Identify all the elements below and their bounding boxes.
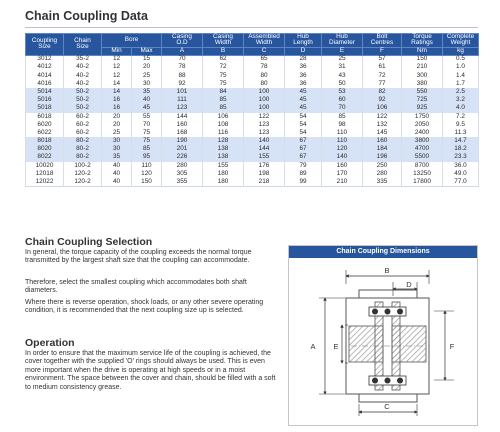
selection-paragraph-3: Where there is reverse operation, shock loads, or any other severe operating condition, it is recommended that the next coupling size up is selected. [25,299,264,315]
table-cell: 100 [244,104,285,112]
table-cell: 89 [285,170,322,178]
table-cell: 67 [285,137,322,145]
table-row [26,145,479,153]
table-cell: 30 [102,145,132,153]
label-e: E [333,342,339,351]
table-cell: 160 [322,162,363,170]
table-cell: 218 [244,178,285,186]
table-cell: 108 [203,121,244,129]
table-cell: 550 [402,88,443,96]
header-bore: Bore [102,34,162,48]
header-hub-length: Hub Length [285,34,322,48]
dimension-a-line [310,298,345,394]
table-cell: 180 [203,178,244,186]
table-cell: 45 [285,96,322,104]
table-cell: 8022 [26,154,64,162]
table-cell: 110 [322,129,363,137]
table-cell: 2400 [402,129,443,137]
table-cell: 25 [132,72,162,80]
table-cell: 60-2 [64,113,102,121]
table-cell: 138 [203,154,244,162]
table-cell: 55 [132,113,162,121]
table-cell: 120-2 [64,170,102,178]
table-cell: 85 [322,113,363,121]
dimensions-diagram-title: Chain Coupling Dimensions [289,246,477,258]
header-complete-weight: Complete Weight [443,34,479,48]
table-cell: 140 [322,154,363,162]
table-cell: 168 [162,129,203,137]
table-body [26,55,479,186]
coupling-data-table [25,33,479,187]
table-row [26,64,479,72]
table-cell: 4016 [26,80,64,88]
header-hub-diameter: Hub Diameter [322,34,363,48]
table-cell: 40-2 [64,64,102,72]
table-cell: 28 [285,55,322,63]
table-row [26,121,479,129]
label-c: C [384,402,390,411]
table-cell: 198 [244,170,285,178]
table-cell: 120 [322,145,363,153]
table-cell: 18.2 [443,145,479,153]
header-hub-diameter-unit: E [322,47,363,55]
table-cell: 300 [402,72,443,80]
table-cell: 170 [322,170,363,178]
chain-bottom [369,376,406,385]
table-cell: 1.7 [443,80,479,88]
table-cell: 20 [132,64,162,72]
table-row [26,96,479,104]
table-cell: 6022 [26,129,64,137]
table-cell: 80-2 [64,154,102,162]
table-cell: 12 [102,72,132,80]
table-cell: 67 [285,154,322,162]
title-divider [25,27,478,28]
table-cell: 2050 [402,121,443,129]
label-d: D [406,280,412,289]
table-cell: 75 [203,72,244,80]
chain-top [369,307,406,316]
table-row [26,104,479,112]
table-cell: 17800 [402,178,443,186]
table-cell: 57 [363,55,402,63]
table-cell: 30 [102,137,132,145]
table-cell: 35-2 [64,55,102,63]
table-cell: 79 [285,162,322,170]
table-cell: 123 [162,104,203,112]
selection-heading: Chain Coupling Selection [25,236,153,248]
table-cell: 1.4 [443,72,479,80]
table-cell: 4012 [26,64,64,72]
table-cell: 160 [162,121,203,129]
table-cell: 120-2 [64,178,102,186]
table-cell: 61 [363,64,402,72]
table-cell: 60-2 [64,121,102,129]
table-cell: 54 [285,129,322,137]
operation-paragraph: In order to ensure that the maximum service life of the coupling is achieved, the cover together with the supplied 'O' rings should always be used. This is even more important when the drive is operating at high speeds or in a moist environment. The space between the cover and chain, should be filled with a soft to medium consistency grease. [25,350,276,391]
table-cell: 75 [132,137,162,145]
table-cell: 120 [132,170,162,178]
table-cell: 100-2 [64,162,102,170]
table-cell: 50-2 [64,96,102,104]
table-cell: 6018 [26,113,64,121]
table-cell: 14 [102,88,132,96]
table-cell: 20 [102,113,132,121]
table-cell: 355 [162,178,203,186]
header-chain-size: Chain Size [64,34,102,56]
table-cell: 8018 [26,137,64,145]
header-bolt-centres-unit: F [363,47,402,55]
table-cell: 123 [244,121,285,129]
table-row [26,178,479,186]
header-coupling-size: Coupling Size [26,34,64,56]
table-cell: 138 [203,145,244,153]
table-cell: 101 [162,88,203,96]
table-cell: 110 [132,162,162,170]
header-assembled-width: Assembled Width [244,34,285,48]
table-cell: 116 [203,129,244,137]
table-cell: 1.0 [443,64,479,72]
label-f: F [449,342,455,351]
table-cell: 210 [322,178,363,186]
table-cell: 925 [402,104,443,112]
table-cell: 210 [402,64,443,72]
table-cell: 110 [322,137,363,145]
table-cell: 155 [244,154,285,162]
table-cell: 65 [244,55,285,63]
table-cell: 5014 [26,88,64,96]
table-cell: 16 [102,104,132,112]
table-cell: 8700 [402,162,443,170]
table-cell: 75 [132,129,162,137]
table-row [26,55,479,63]
table-cell: 62 [203,55,244,63]
table-cell: 30 [132,80,162,88]
label-a: A [310,342,316,351]
header-casing-width-unit: B [203,47,244,55]
table-row [26,162,479,170]
table-cell: 78 [162,64,203,72]
table-cell: 14.7 [443,137,479,145]
table-cell: 49.0 [443,170,479,178]
table-cell: 36 [285,80,322,88]
table-cell: 3800 [402,137,443,145]
page-title: Chain Coupling Data [25,9,148,23]
table-cell: 85 [203,96,244,104]
table-cell: 25 [322,55,363,63]
table-cell: 50 [322,80,363,88]
table-cell: 72 [203,64,244,72]
table-cell: 98 [322,121,363,129]
table-cell: 40 [102,162,132,170]
table-cell: 16 [102,96,132,104]
table-cell: 196 [363,154,402,162]
table-cell: 380 [402,80,443,88]
table-cell: 5016 [26,96,64,104]
table-cell: 12 [102,55,132,63]
table-cell: 3.2 [443,96,479,104]
header-weight-unit: kg [443,47,479,55]
table-cell: 12022 [26,178,64,186]
table-cell: 5018 [26,104,64,112]
table-cell: 180 [203,170,244,178]
table-cell: 100 [244,96,285,104]
table-cell: 226 [162,154,203,162]
dimension-c-line [359,402,417,416]
table-cell: 50-2 [64,104,102,112]
table-cell: 84 [203,88,244,96]
dimension-f-line [434,311,455,380]
table-cell: 40 [102,178,132,186]
table-cell: 35 [102,154,132,162]
table-cell: 70 [322,104,363,112]
selection-paragraph-2: Therefore, select the smallest coupling which accommodates both shaft diameters. [25,279,247,295]
table-cell: 12 [102,64,132,72]
table-cell: 106 [203,113,244,121]
table-cell: 80-2 [64,145,102,153]
table-cell: 77 [363,80,402,88]
selection-paragraph-1: In general, the torque capacity of the coupling exceeds the normal torque transmitted by the largest shaft size that the coupling can accommodate. [25,249,252,265]
table-cell: 14 [102,80,132,88]
table-cell: 78 [244,64,285,72]
header-casing-od-unit: A [162,47,203,55]
table-cell: 9.5 [443,121,479,129]
table-cell: 20 [102,121,132,129]
table-cell: 140 [244,137,285,145]
header-bore-max: Max [132,47,162,55]
header-bore-min: Min [102,47,132,55]
table-row [26,80,479,88]
operation-heading: Operation [25,337,75,349]
table-row [26,129,479,137]
table-cell: 3012 [26,55,64,63]
table-cell: 106 [363,104,402,112]
table-cell: 36 [285,64,322,72]
table-cell: 13250 [402,170,443,178]
table-cell: 4.0 [443,104,479,112]
table-cell: 99 [285,178,322,186]
table-cell: 10020 [26,162,64,170]
table-cell: 176 [244,162,285,170]
table-cell: 111 [162,96,203,104]
table-cell: 15 [132,55,162,63]
table-cell: 184 [363,145,402,153]
table-cell: 335 [363,178,402,186]
table-cell: 25 [102,129,132,137]
table-cell: 43 [322,72,363,80]
table-cell: 6020 [26,121,64,129]
table-cell: 4700 [402,145,443,153]
table-cell: 85 [203,104,244,112]
table-cell: 70 [162,55,203,63]
table-cell: 122 [244,113,285,121]
table-cell: 77.0 [443,178,479,186]
table-cell: 40-2 [64,80,102,88]
table-cell: 280 [162,162,203,170]
table-cell: 95 [132,154,162,162]
table-cell: 123 [244,129,285,137]
table-row [26,137,479,145]
table-cell: 75 [203,80,244,88]
header-bolt-centres: Bolt Centres [363,34,402,48]
table-cell: 280 [363,170,402,178]
table-cell: 53 [322,88,363,96]
table-cell: 36.0 [443,162,479,170]
table-cell: 144 [244,145,285,153]
table-cell: 0.5 [443,55,479,63]
table-cell: 88 [162,72,203,80]
table-cell: 4014 [26,72,64,80]
table-cell: 80 [244,80,285,88]
table-cell: 40 [132,96,162,104]
dimension-d-line [393,280,417,296]
table-cell: 35 [132,88,162,96]
table-cell: 92 [363,96,402,104]
table-cell: 1750 [402,113,443,121]
table-cell: 40 [102,170,132,178]
table-cell: 80 [244,72,285,80]
header-hub-length-unit: D [285,47,322,55]
table-cell: 12018 [26,170,64,178]
table-row [26,113,479,121]
table-cell: 305 [162,170,203,178]
header-assembled-width-unit: C [244,47,285,55]
table-cell: 60 [322,96,363,104]
table-cell: 45 [285,88,322,96]
header-torque-ratings: Torque Ratings [402,34,443,48]
table-cell: 132 [363,121,402,129]
table-cell: 70 [132,121,162,129]
table-cell: 725 [402,96,443,104]
table-cell: 2.5 [443,88,479,96]
table-row [26,170,479,178]
header-casing-od: Casing O.D [162,34,203,48]
table-cell: 201 [162,145,203,153]
table-cell: 8020 [26,145,64,153]
table-cell: 80-2 [64,137,102,145]
table-cell: 45 [285,104,322,112]
table-cell: 36 [285,72,322,80]
table-cell: 160 [363,137,402,145]
header-torque-unit: Nm [402,47,443,55]
table-cell: 155 [203,162,244,170]
table-cell: 128 [203,137,244,145]
table-cell: 40-2 [64,72,102,80]
table-cell: 150 [402,55,443,63]
table-cell: 144 [162,113,203,121]
table-cell: 54 [285,121,322,129]
table-cell: 60-2 [64,129,102,137]
table-cell: 45 [132,104,162,112]
dimension-b-line [346,266,429,284]
table-cell: 7.2 [443,113,479,121]
table-cell: 100 [244,88,285,96]
header-casing-width: Casing Width [203,34,244,48]
table-cell: 82 [363,88,402,96]
table-cell: 5500 [402,154,443,162]
table-cell: 145 [363,129,402,137]
table-cell: 31 [322,64,363,72]
table-cell: 150 [132,178,162,186]
table-cell: 50-2 [64,88,102,96]
table-cell: 11.3 [443,129,479,137]
table-cell: 23.3 [443,154,479,162]
table-row [26,88,479,96]
table-cell: 54 [285,113,322,121]
table-cell: 122 [363,113,402,121]
table-cell: 250 [363,162,402,170]
table-header-row-top [26,34,479,48]
table-cell: 67 [285,145,322,153]
table-cell: 190 [162,137,203,145]
label-b: B [384,266,390,275]
table-cell: 72 [363,72,402,80]
chain-coupling-dimensions-diagram [289,258,477,424]
table-row [26,154,479,162]
table-cell: 92 [162,80,203,88]
table-row [26,72,479,80]
table-cell: 85 [132,145,162,153]
